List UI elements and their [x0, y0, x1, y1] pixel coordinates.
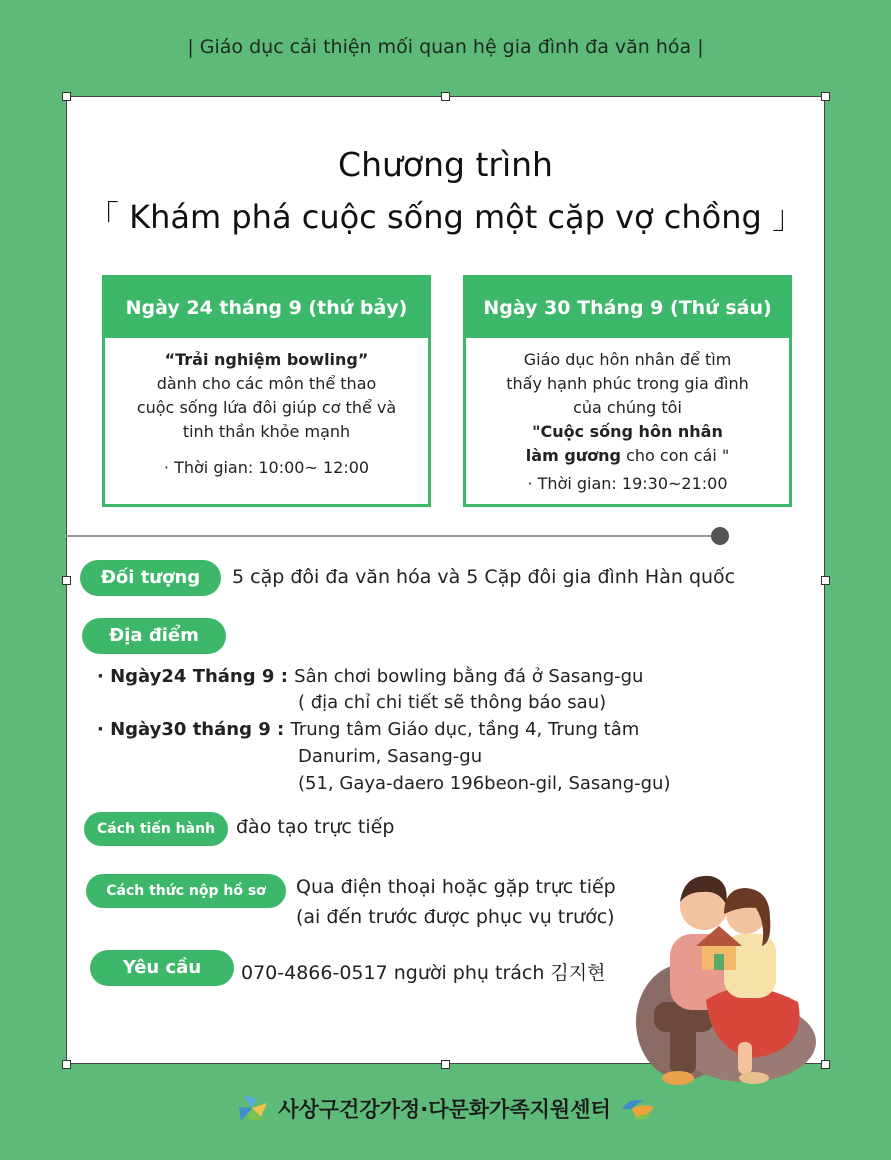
location-line — [97, 719, 639, 740]
footer-org — [0, 1093, 891, 1128]
divider-dot — [711, 527, 729, 545]
location-line-text: Sân chơi bowling bằng đá ở Sasang-gu — [294, 666, 644, 687]
day-line-rest: cho con cái " — [621, 446, 730, 465]
location-line: ( địa chỉ chi tiết sẽ thông báo sau) — [298, 692, 607, 713]
method-pill: Cách tiến hành — [84, 812, 228, 846]
day-box-heading: Ngày 24 tháng 9 (thứ bảy) — [105, 278, 428, 338]
day-line: Giáo dục hôn nhân để tìm — [523, 350, 732, 369]
day-box-body — [105, 338, 428, 480]
title-line-2: 「 Khám phá cuộc sống một cặp vợ chồng 」 — [86, 198, 805, 236]
resize-handle[interactable] — [62, 92, 71, 101]
title-line-1: Chương trình — [338, 145, 553, 184]
day-box-body — [466, 338, 789, 496]
resize-handle[interactable] — [62, 1060, 71, 1069]
day-line: "Cuộc sống hôn nhân — [532, 422, 723, 441]
location-line — [97, 666, 643, 687]
inquiry-value: 070-4866-0517 người phụ trách 김지현 — [241, 962, 606, 984]
day-line: dành cho các môn thể thao — [156, 374, 377, 393]
top-header: | Giáo dục cải thiện mối quan hệ gia đình đa văn hóa | — [187, 36, 704, 58]
day-line-bold: làm gương — [525, 446, 621, 465]
resize-handle[interactable] — [62, 576, 71, 585]
day-line: thấy hạnh phúc trong gia đình — [506, 374, 749, 393]
day-time: · Thời gian: 10:00~ 12:00 — [163, 458, 370, 477]
apply-line-2: (ai đến trước được phục vụ trước) — [296, 906, 615, 928]
location-line-bold: · Ngày30 tháng 9 : — [97, 719, 291, 740]
target-value: 5 cặp đôi đa văn hóa và 5 Cặp đôi gia đình Hàn quốc — [232, 566, 736, 588]
swirl-logo-icon — [618, 1095, 658, 1126]
resize-handle[interactable] — [821, 576, 830, 585]
location-pill: Địa điểm — [82, 618, 226, 654]
day-line — [466, 444, 789, 468]
apply-line-1: Qua điện thoại hoặc gặp trực tiếp — [296, 876, 616, 898]
apply-pill: Cách thức nộp hồ sơ — [86, 874, 286, 908]
method-value: đào tạo trực tiếp — [236, 816, 395, 838]
location-line-bold: · Ngày24 Tháng 9 : — [97, 666, 295, 687]
resize-handle[interactable] — [441, 1060, 450, 1069]
day-line: của chúng tôi — [573, 398, 682, 417]
couple-illustration — [626, 862, 846, 1094]
resize-handle[interactable] — [821, 92, 830, 101]
divider-line — [66, 535, 720, 537]
day-box-sep-24 — [102, 275, 431, 507]
day-time: · Thời gian: 19:30~21:00 — [527, 474, 728, 493]
resize-handle[interactable] — [441, 92, 450, 101]
inquiry-pill: Yêu cầu — [90, 950, 234, 986]
day-box-heading: Ngày 30 Tháng 9 (Thứ sáu) — [466, 278, 789, 338]
pinwheel-icon — [233, 1093, 271, 1128]
target-pill: Đối tượng — [80, 560, 221, 596]
location-line: Danurim, Sasang-gu — [298, 746, 483, 767]
location-line: (51, Gaya-daero 196beon-gil, Sasang-gu) — [298, 773, 671, 794]
location-line-text: Trung tâm Giáo dục, tầng 4, Trung tâm — [290, 719, 640, 740]
day-line: tinh thần khỏe mạnh — [182, 422, 351, 441]
day-line: “Trải nghiệm bowling” — [164, 350, 369, 369]
day-line: cuộc sống lứa đôi giúp cơ thể và — [136, 398, 397, 417]
footer-text: 사상구건강가정·다문화가족지원센터 — [278, 1097, 611, 1122]
day-box-sep-30 — [463, 275, 792, 507]
